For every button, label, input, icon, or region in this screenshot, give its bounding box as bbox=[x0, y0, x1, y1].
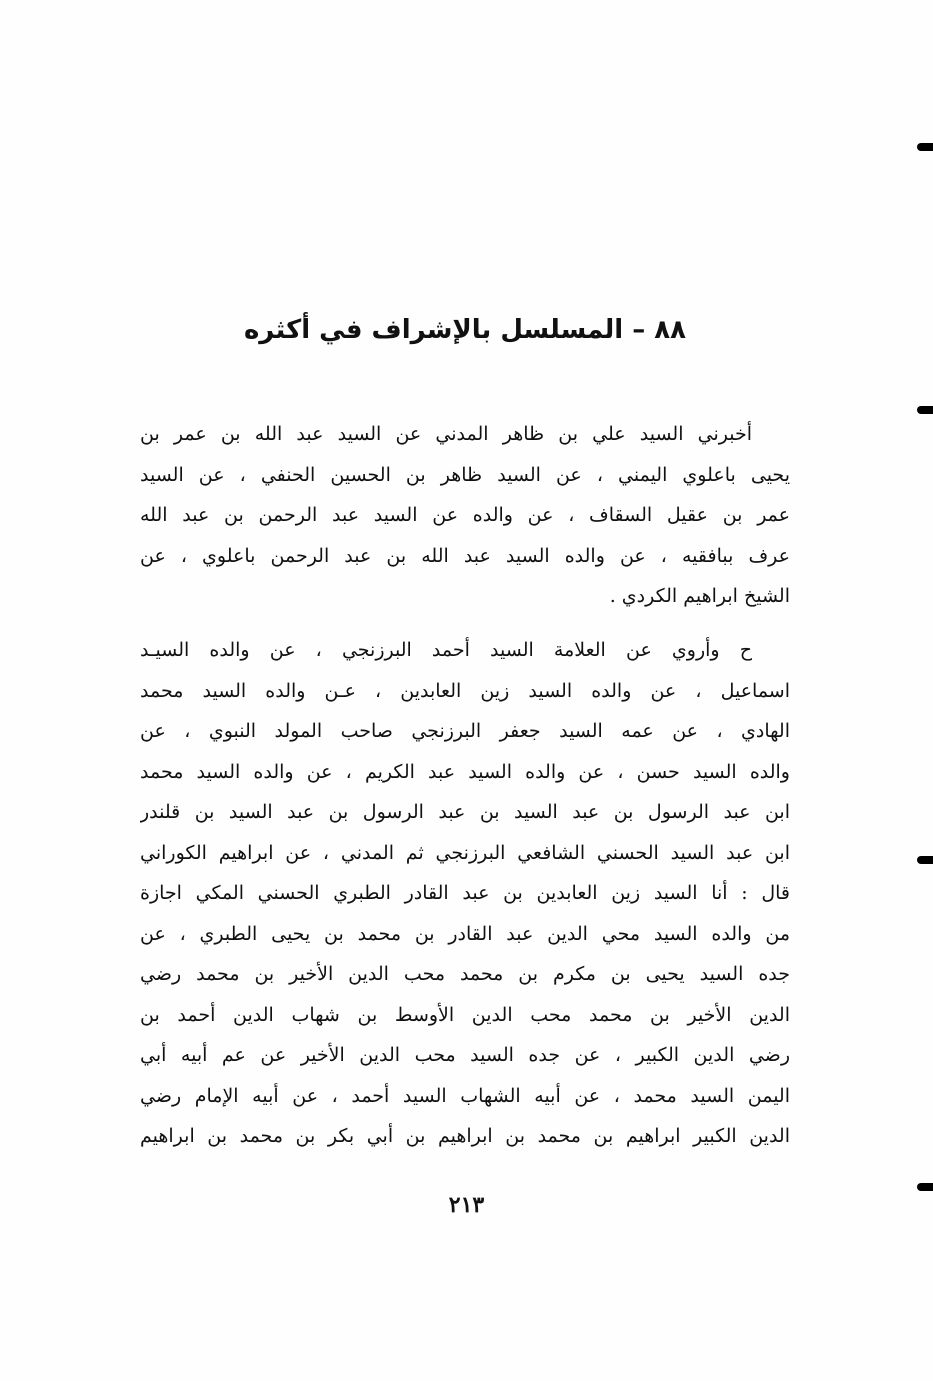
text-line: يحيى باعلوي اليمني ، عن السيد ظاهر بن الحسين الحنفي ، عن السيد bbox=[140, 463, 790, 486]
text-line: ابن عبد السيد الحسني الشافعي البرزنجي ثم المدني ، عن ابراهيم الكوراني bbox=[140, 841, 790, 864]
page-edge-mark bbox=[917, 1183, 933, 1191]
text-line: جده السيد يحيى بن مكرم بن محمد محب الدين الأخير بن محمد رضي bbox=[140, 963, 790, 985]
text-line: عمر بن عقيل السقاف ، عن والده عن السيد عبد الرحمن بن عبد الله bbox=[140, 504, 790, 526]
text-line: ابن عبد الرسول بن عبد السيد بن عبد الرسول بن عبد السيد بن قلندر bbox=[140, 801, 790, 823]
text-line: والده السيد حسن ، عن والده السيد عبد الكريم ، عن والده السيد محمد bbox=[140, 760, 790, 783]
chapter-heading: ٨٨ – المسلسل بالإشراف في أكثره bbox=[243, 315, 687, 345]
paragraph-2 bbox=[140, 630, 790, 1157]
paragraph-1 bbox=[140, 414, 790, 617]
text-line: قال : أنا السيد زين العابدين بن عبد القادر الطبري الحسني المكي اجازة bbox=[140, 882, 790, 904]
text-line: الشيخ ابراهيم الكردي . bbox=[609, 585, 790, 607]
text-line: الدين الكبير ابراهيم بن محمد بن ابراهيم بن أبي بكر بن محمد بن ابراهيم bbox=[140, 1125, 790, 1147]
page-edge-mark bbox=[917, 406, 933, 414]
text-line: اليمن السيد محمد ، عن أبيه الشهاب السيد أحمد ، عن أبيه الإمام رضي bbox=[140, 1084, 790, 1107]
text-line: ح وأروي عن العلامة السيد أحمد البرزنجي ، عن والده السيـد bbox=[140, 639, 752, 661]
page-edge-mark bbox=[917, 856, 933, 864]
text-line: أخبرني السيد علي بن ظاهر المدني عن السيد عبد الله بن عمر بن bbox=[140, 423, 752, 445]
text-line: اسماعيل ، عن والده السيد زين العابدين ، عـن والده السيد محمد bbox=[140, 679, 790, 702]
text-line: من والده السيد محي الدين عبد القادر بن محمد بن يحيى الطبري ، عن bbox=[140, 922, 790, 945]
text-line: رضي الدين الكبير ، عن جده السيد محب الدين الأخير عن عم أبيه أبي bbox=[140, 1044, 790, 1066]
text-line: الدين الأخير بن محمد محب الدين الأوسط بن شهاب الدين أحمد بن bbox=[140, 1003, 790, 1026]
text-line: عرف ببافقيه ، عن والده السيد عبد الله بن عبد الرحمن باعلوي ، عن bbox=[140, 544, 790, 567]
page-number: ٢١٣ bbox=[448, 1192, 485, 1218]
page-edge-mark bbox=[917, 143, 933, 151]
text-line: الهادي ، عن عمه السيد جعفر البرزنجي صاحب المولد النبوي ، عن bbox=[140, 720, 790, 742]
